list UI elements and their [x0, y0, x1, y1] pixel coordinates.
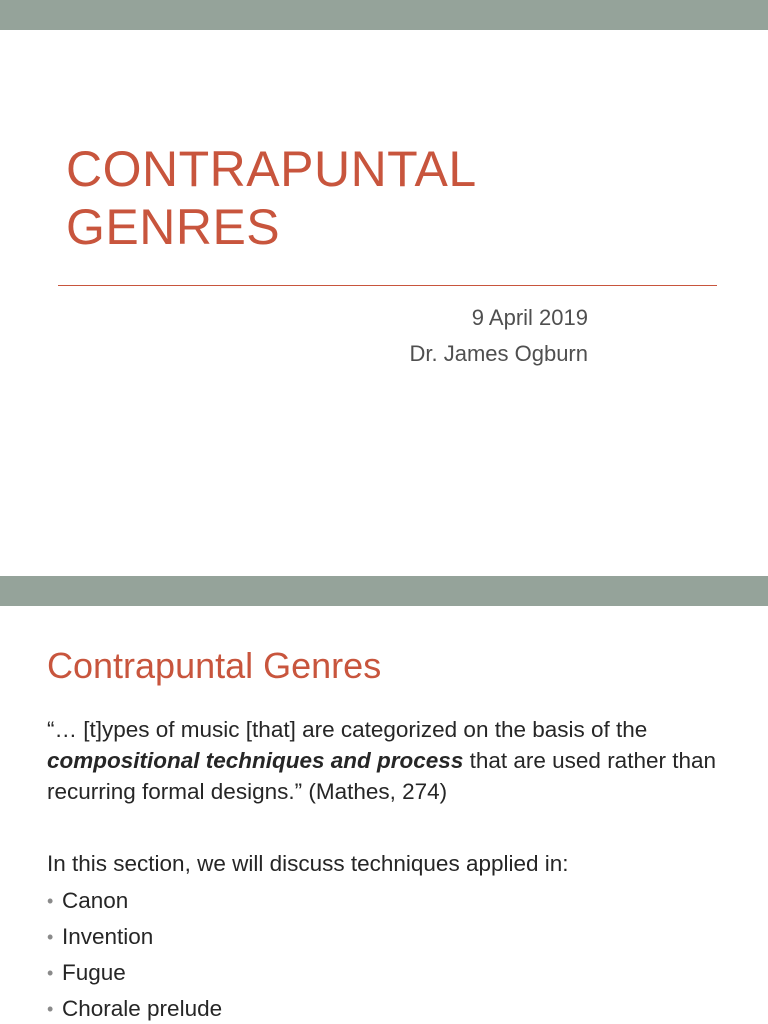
list-item-label: Canon [62, 888, 129, 913]
list-item [47, 883, 222, 919]
list-item [47, 919, 222, 955]
content-slide [0, 576, 768, 1024]
definition-quote [47, 714, 737, 807]
list-item-label: Invention [62, 924, 154, 949]
quote-part-1: “… [t]ypes of music [that] are categorized on the basis of the [47, 717, 648, 742]
bullet-dot-icon: • [47, 891, 54, 911]
slide-top-bar [0, 0, 768, 30]
title-line-1: CONTRAPUNTAL [66, 141, 477, 197]
section-intro: In this section, we will discuss techniques applied in: [47, 851, 569, 876]
list-item [47, 991, 222, 1024]
list-item-label: Fugue [62, 960, 126, 985]
slide-heading: Contrapuntal Genres [47, 645, 382, 686]
quote-emphasis: compositional techniques and process [47, 748, 464, 773]
presenter-name: Dr. James Ogburn [409, 341, 588, 366]
slide-title [66, 140, 706, 256]
list-item [47, 955, 222, 991]
bullet-dot-icon: • [47, 927, 54, 947]
bullet-dot-icon: • [47, 999, 54, 1019]
genre-list [47, 883, 222, 1024]
presentation-date: 9 April 2019 [471, 305, 588, 330]
list-item-label: Chorale prelude [62, 996, 223, 1021]
subtitle-block [409, 300, 588, 372]
slide-top-bar [0, 576, 768, 606]
quote-part-2: that are used rather than recurring formal designs.” (Mathes, 274) [47, 748, 717, 804]
bullet-dot-icon: • [47, 963, 54, 983]
title-divider [58, 285, 717, 286]
title-line-2: GENRES [66, 199, 281, 255]
